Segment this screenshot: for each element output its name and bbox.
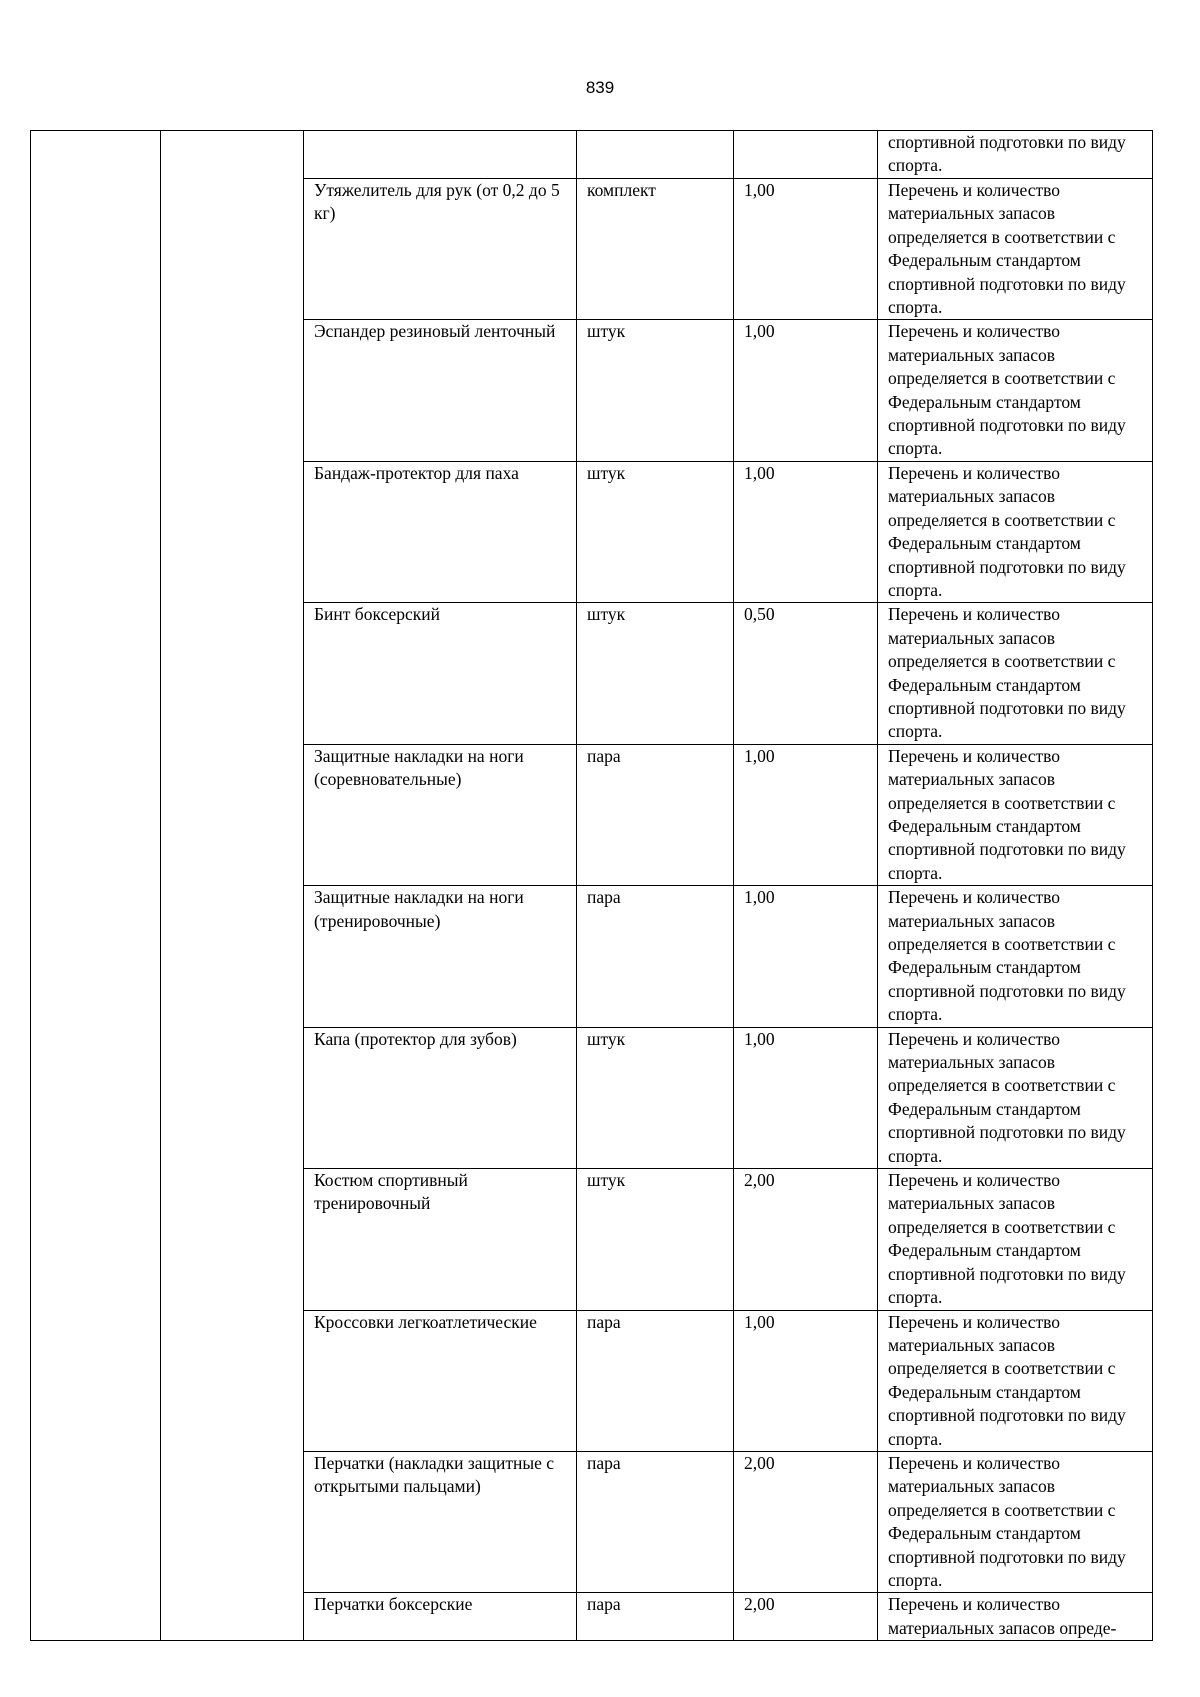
quantity-cell [734,603,878,744]
note-cell [878,603,1153,744]
unit-cell [577,886,734,1027]
note-text: Перечень и количество материальных запасов опреде- [888,1594,1117,1638]
quantity: 2,00 [744,1594,775,1615]
item-name-cell [304,744,577,885]
quantity-cell [734,131,878,179]
item-name-cell [304,179,577,320]
unit: штук [587,1170,626,1191]
note-text: Перечень и количество материальных запасов определяется в соответствии с Федеральным стандартом спортивной подготовки по виду спорта. [888,745,1126,883]
merged-column-1-cell [31,131,161,1641]
note-text: Перечень и количество материальных запасов определяется в соответствии с Федеральным стандартом спортивной подготовки по виду спорта. [888,604,1126,742]
note-text: Перечень и количество материальных запасов определяется в соответствии с Федеральным стандартом спортивной подготовки по виду спорта. [888,887,1126,1025]
quantity-cell [734,320,878,461]
note-cell [878,1310,1153,1451]
note-cell [878,1169,1153,1310]
unit: штук [587,1028,626,1049]
unit-cell [577,1169,734,1310]
quantity-cell [734,1310,878,1451]
unit-cell [577,461,734,602]
item-name: Бинт боксерский [314,604,441,625]
unit-cell [577,1451,734,1592]
item-name-cell [304,1169,577,1310]
quantity: 1,00 [744,745,775,766]
item-name: Эспандер резиновый ленточный [314,321,556,342]
note-text: Перечень и количество материальных запасов определяется в соответствии с Федеральным стандартом спортивной подготовки по виду спорта. [888,1028,1126,1166]
item-name-cell [304,461,577,602]
note-text: Перечень и количество материальных запасов определяется в соответствии с Федеральным стандартом спортивной подготовки по виду спорта. [888,180,1126,318]
quantity-cell [734,1169,878,1310]
quantity: 0,50 [744,604,775,625]
unit: пара [587,1311,621,1332]
item-name-cell [304,320,577,461]
quantity-cell [734,179,878,320]
item-name-cell [304,131,577,179]
quantity: 1,00 [744,462,775,483]
unit-cell [577,131,734,179]
materials-table-body [31,131,1153,1641]
quantity: 2,00 [744,1452,775,1473]
unit-cell [577,1593,734,1641]
item-name: Кроссовки легкоатлетические [314,1311,537,1332]
note-text: Перечень и количество материальных запасов определяется в соответствии с Федеральным стандартом спортивной подготовки по виду спорта. [888,1311,1126,1449]
note-cell [878,886,1153,1027]
item-name-cell [304,603,577,744]
unit: пара [587,745,621,766]
unit-cell [577,1027,734,1168]
quantity-cell [734,1593,878,1641]
note-text: Перечень и количество материальных запасов определяется в соответствии с Федеральным стандартом спортивной подготовки по виду спорта. [888,1170,1126,1308]
item-name: Капа (протектор для зубов) [314,1028,517,1049]
quantity: 2,00 [744,1170,775,1191]
note-text: спортивной подготовки по виду спорта. [888,132,1126,176]
item-name: Защитные накладки на ноги (соревновательные) [314,745,524,790]
merged-column-2-cell [161,131,304,1641]
note-text: Перечень и количество материальных запасов определяется в соответствии с Федеральным стандартом спортивной подготовки по виду спорта. [888,321,1126,459]
item-name: Перчатки боксерские [314,1594,473,1615]
item-name: Утяжелитель для рук (от 0,2 до 5 кг) [314,180,560,224]
item-name: Перчатки (накладки защитные с открытыми пальцами) [314,1452,555,1497]
note-cell [878,1451,1153,1592]
item-name-cell [304,1027,577,1168]
page-number: 839 [585,78,615,97]
quantity-cell [734,1027,878,1168]
note-text: Перечень и количество материальных запасов определяется в соответствии с Федеральным стандартом спортивной подготовки по виду спорта. [888,462,1126,600]
unit-cell [577,179,734,320]
note-cell [878,131,1153,179]
note-cell [878,1593,1153,1641]
unit: штук [587,321,626,342]
unit-cell [577,1310,734,1451]
unit: пара [587,1452,621,1473]
unit-cell [577,603,734,744]
quantity: 1,00 [744,1028,775,1049]
note-cell [878,179,1153,320]
item-name: Бандаж-протектор для паха [314,462,519,483]
unit: штук [587,604,626,625]
materials-table [30,130,1153,1641]
item-name-cell [304,886,577,1027]
unit: пара [587,1594,621,1615]
quantity: 1,00 [744,1311,775,1332]
quantity-cell [734,461,878,602]
unit: штук [587,462,626,483]
table-row-continued [31,131,1153,179]
unit-cell [577,320,734,461]
note-cell [878,1027,1153,1168]
item-name-cell [304,1451,577,1592]
item-name-cell [304,1310,577,1451]
quantity: 1,00 [744,180,775,200]
quantity-cell [734,886,878,1027]
note-cell [878,744,1153,885]
note-cell [878,320,1153,461]
note-text: Перечень и количество материальных запасов определяется в соответствии с Федеральным стандартом спортивной подготовки по виду спорта. [888,1452,1126,1590]
quantity: 1,00 [744,321,775,342]
item-name: Костюм спортивный тренировочный [314,1170,468,1214]
item-name: Защитные накладки на ноги (тренировочные) [314,887,524,931]
unit: пара [587,887,621,908]
item-name-cell [304,1593,577,1641]
note-cell [878,461,1153,602]
unit-cell [577,744,734,885]
unit: комплект [587,180,656,200]
quantity-cell [734,744,878,885]
quantity: 1,00 [744,887,775,908]
quantity-cell [734,1451,878,1592]
